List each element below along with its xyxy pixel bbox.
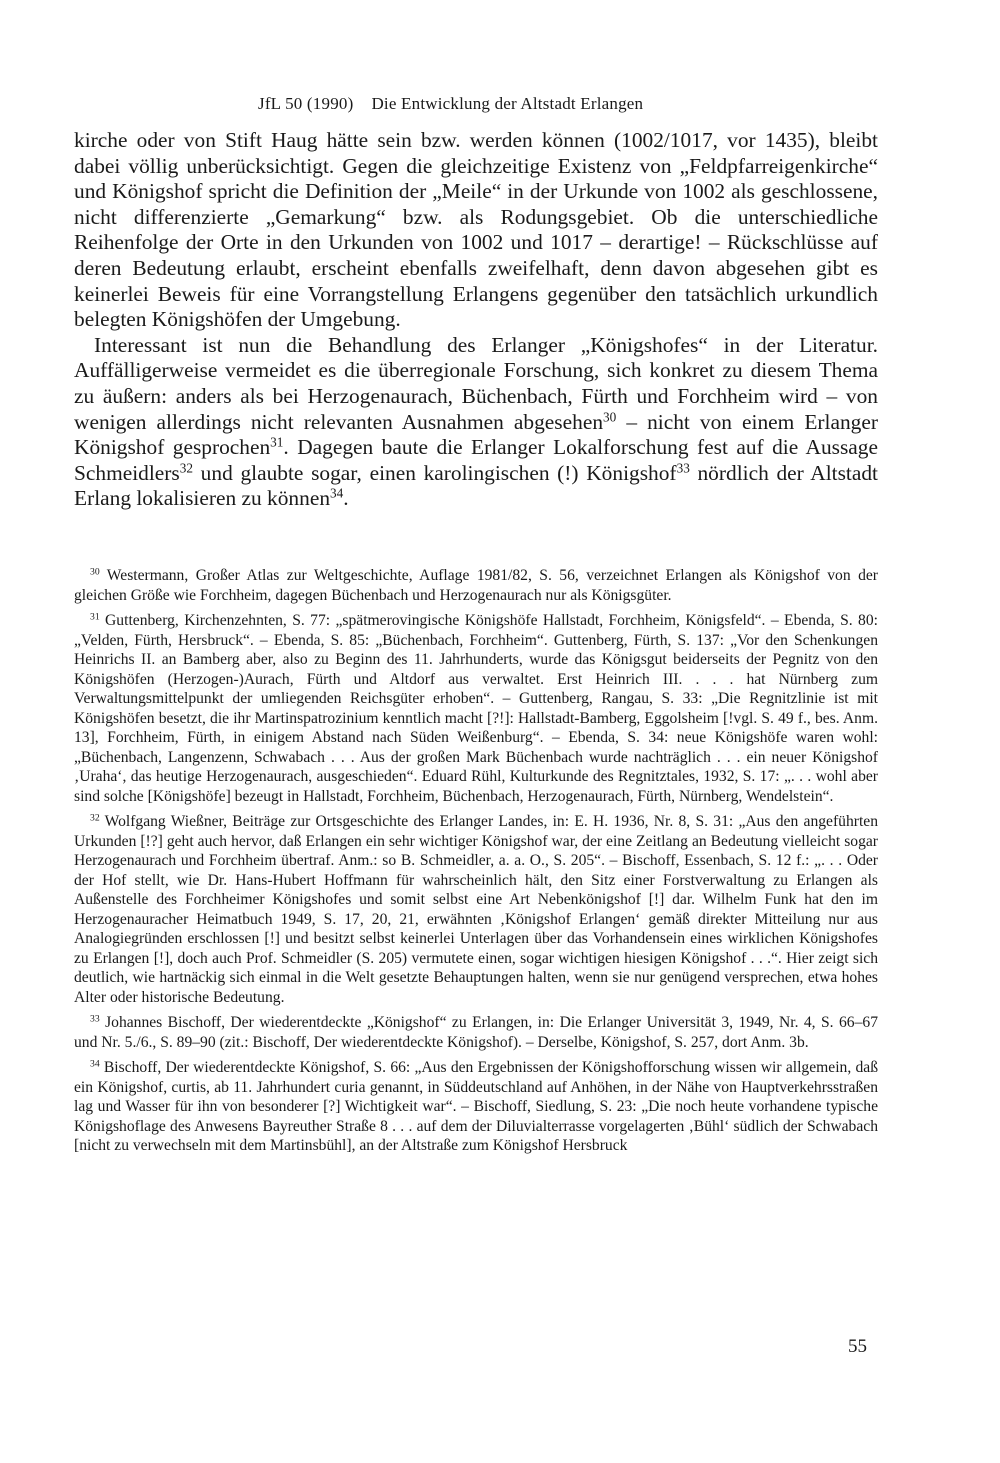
page-number: 55 — [848, 1336, 867, 1357]
footnote-text: Bischoff, Der wiederentdeckte Königshof, S. 66: „Aus den Ergebnissen der Königshofforschung wissen wir allgemein, daß ein Königshof, curtis, ab 11. Jahrhundert curia genannt, in Süddeutschland auf Anhöhen, in der Nähe von Hauptverkehrsstraßen lag und Wasser für ihn von besonderer [?] Wichtigkeit war“. – Bischoff, Siedlung, S. 23: „Die noch heute vorhandene typische Königshoflage des Anwesens Bayreuther Straße 8 . . . auf dem der Diluvialterrasse vorgelagerten ‚Bühl‘ südlich der Schwabach [nicht zu verwechseln mit dem Martinsbühl], an der Altstraße zum Königshof Hersbruck — [74, 1059, 878, 1154]
journal-citation: JfL 50 (1990) — [258, 94, 354, 113]
footnote-ref-31[interactable]: 31 — [270, 434, 284, 450]
footnote-number: 32 — [90, 812, 100, 824]
footnote-34 — [74, 1058, 878, 1156]
footnote-text: Guttenberg, Kirchenzehnten, S. 77: „spätmerovingische Königshöfe Hallstadt, Forchheim, Königsfeld“. – Ebenda, S. 80: „Velden, Fürth, Hersbruck“. – Ebenda, S. 85: „Büchenbach, Forchheim“. Guttenberg, Fürth, S. 137: „Vor den Schenkungen Heinrichs II. an Bamberg aber, also zu Beginn des 11. Jahrhunderts, wurde das Königsgut beiderseits der Pegnitz von den Königshöfen (Herzogen-)Aurach, Fürth und Altdorf aus verwaltet. Erst Heinrich III. . . . hat Nürnberg zum Verwaltungsmittelpunkt der umliegenden Reichsgüter erhoben“. – Guttenberg, Rangau, S. 33: „Die Regnitzlinie ist mit Königshöfen besetzt, die ihr Martinspatrozinium kenntlich macht [?!]: Hallstadt-Bamberg, Eggolsheim [!vgl. S. 49 f., bes. Anm. 13], Forchheim, Fürth, in einigem Abstand nach Süden Weißenburg“. – Ebenda, S. 34: neue Königshöfe waren wohl: „Büchenbach, Langenzenn, Schwabach . . . Aus der großen Mark Büchenbach wurde nachträglich . . . ein neuer Königshof ‚Uraha‘, das heutige Herzogenaurach, ausgeschieden“. Eduard Rühl, Kulturkunde des Regnitztales, 1932, S. 17: „. . . wohl aber sind solche [Königshöfe] bezeugt in Hallstadt, Forchheim, Büchenbach, Herzogenaurach, Fürth, Nürnberg, Wendelstein“. — [74, 612, 878, 805]
body-paragraph-2: Interessant ist nun die Behandlung des Erlanger „Königshofes“ in der Literatur. Auffälligerweise vermeidet es die überregionale Forschung, sich konkret zu diesem Thema zu äußern: anders als bei Herzogenaurach, Büchenbach, Fürth und Forchheim wird – von wenigen allerdings nicht relevanten Ausnahmen abgesehen$^{30}$ – nicht von einem Erlanger Königshof gesprochen$^{31}$. Dagegen baute die Erlanger Lokalforschung fest auf die Aussage Schmeidlers$^{32}$ und glaubte sogar, einen karolingischen (!) Königshof$^{33}$ nördlich der Altstadt Erlang lokalisieren zu können$^{34}$. — [74, 332, 878, 511]
footnote-number: 33 — [90, 1013, 100, 1025]
footnote-32 — [74, 812, 878, 1007]
footnote-text: Wolfgang Wießner, Beiträge zur Ortsgeschichte des Erlanger Landes, in: E. H. 1936, Nr. 8, S. 31: „Aus den angeführten Urkunden [!?] geht auch hervor, daß Erlangen ein sehr wichtiger Königshof war, der eine Zeitlang an Bedeutung vielleicht sogar Herzogenaurach und Forchheim übertraf. Anm.: so B. Schmeidler, a. a. O., S. 205“. – Bischoff, Essenbach, S. 12 f.: „. . . Oder der Hof stellt, wie Dr. Hans-Hubert Hoffmann für wahrscheinlich hält, den Sitz einer Forstverwaltung zu Erlangen als Außenstelle des Forchheimer Königshofes und somit selbst eine Art Nebenkönigshof [!] dar. Wilhelm Funk hat den im Herzogenauracher Heimatbuch 1949, S. 17, 20, 21, erwähnten ‚Königshof Erlangen‘ gemäß direkter Mitteilung nur aus Analogiegründen erschlossen [!] und besitzt selbst keinerlei Unterlagen über das Vorhandensein eines wirklichen Königshofes zu Erlangen [!], doch auch Prof. Schmeidler (S. 205) vermutete einen, sogar wichtigen hiesigen Königshof . . .“. Hier zeigt sich deutlich, wie hartnäckig sich einmal in die Welt gesetzte Behauptungen halten, wenn sie nur genügend versprechen, etwa hohes Alter oder historische Bedeutung. — [74, 813, 878, 1006]
running-header — [258, 94, 643, 114]
footnote-number: 34 — [90, 1058, 100, 1070]
footnote-33 — [74, 1013, 878, 1052]
footnote-ref-32[interactable]: 32 — [179, 460, 193, 476]
footnote-30 — [74, 566, 878, 605]
main-text — [74, 128, 878, 512]
footnote-ref-33[interactable]: 33 — [676, 460, 690, 476]
footnote-text: Westermann, Großer Atlas zur Weltgeschichte, Auflage 1981/82, S. 56, verzeichnet Erlangen als Königshof von der gleichen Größe wie Forchheim, dagegen Büchenbach und Herzogenaurach nur als Königsgüter. — [74, 567, 878, 604]
footnotes — [74, 566, 878, 1162]
article-title: Die Entwicklung der Altstadt Erlangen — [371, 94, 644, 113]
footnote-text: Johannes Bischoff, Der wiederentdeckte „Königshof“ zu Erlangen, in: Die Erlanger Universität 3, 1949, Nr. 4, S. 66–67 und Nr. 5./6., S. 89–90 (zit.: Bischoff, Der wiederentdeckte Königshof). – Derselbe, Königshof, S. 257, dort Anm. 3b. — [74, 1014, 878, 1051]
footnote-number: 30 — [90, 566, 100, 578]
footnote-number: 31 — [90, 611, 100, 623]
footnote-31 — [74, 611, 878, 806]
body-paragraph-1: kirche oder von Stift Haug hätte sein bzw. werden können (1002/1017, vor 1435), bleibt dabei völlig unberücksichtigt. Gegen die gleichzeitige Existenz von „Feldpfarreigenkirche“ und Königshof spricht die Definition der „Meile“ in der Urkunde von 1002 als geschlossene, nicht differenzierte „Gemarkung“ bzw. als Rodungsgebiet. Ob die unterschiedliche Reihenfolge der Orte in den Urkunden von 1002 und 1017 – derartige! – Rückschlüsse auf deren Bedeutung erlaubt, erscheint ebenfalls zweifelhaft, denn davon abgesehen gibt es keinerlei Beweis für eine Vorrangstellung Erlangens gegenüber den tatsächlich urkundlich belegten Königshöfen der Umgebung. — [74, 128, 878, 332]
footnote-ref-34[interactable]: 34 — [330, 486, 344, 502]
footnote-ref-30[interactable]: 30 — [603, 409, 617, 425]
